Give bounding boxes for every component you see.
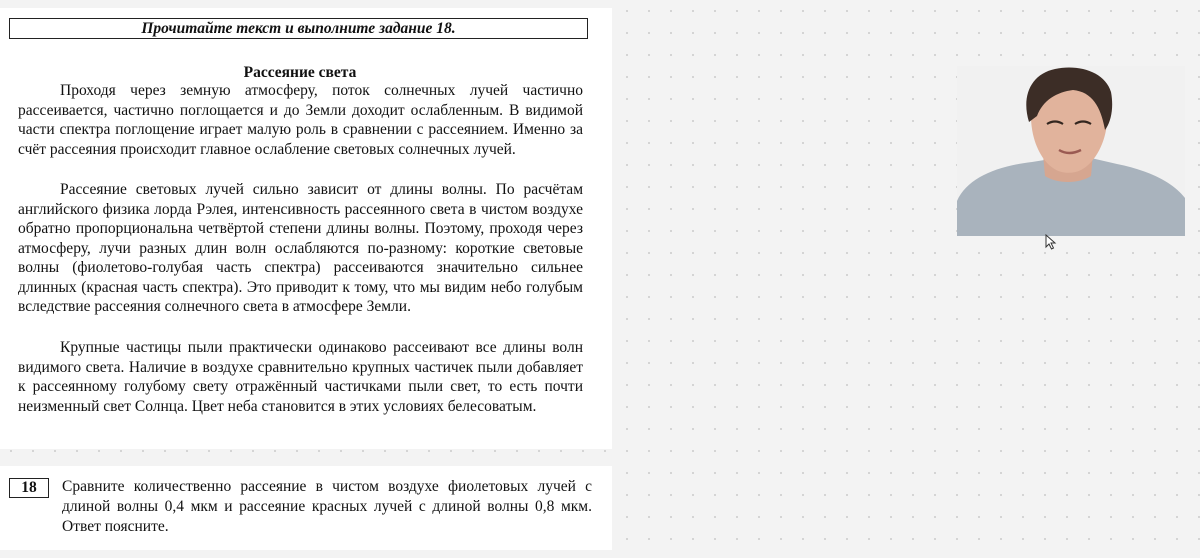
text-sheet (0, 8, 612, 449)
text-title: Рассеяние света (243, 64, 357, 81)
paragraph-3: Крупные частицы пыли практически одинаково рассеивают все длины волн видимого света. Наличие в воздухе сравнительно крупных частичек пыли добавляет к рассеянному голубому свету отражённый частичками пыли свет, то есть почти неизменный свет Солнца. Цвет неба становится в этих условиях белесоватым. (18, 339, 583, 415)
paragraph-1: Проходя через земную атмосферу, поток солнечных лучей частично рассеивается, частично поглощается и до Земли доходит ослабленным. В видимой части спектра поглощение играет малую роль в сравнении с рассеянием. Именно за счёт рассеяния происходит главное ослабление световых солнечных лучей. (18, 82, 583, 158)
task-sheet (0, 466, 612, 550)
arrow-cursor-icon (1045, 234, 1057, 250)
paragraph-2: Рассеяние световых лучей сильно зависит от длины волны. По расчётам английского физика лорда Рэлея, интенсивность рассеянного света в чистом воздухе обратно пропорциональна четвёртой степени длины волны. Поэтому, проходя через атмосферу, лучи разных длин волн ослабляются по-разному: короткие световые волны (фиолетово-голубая часть спектра) рассеиваются значительно сильнее длинных (красная часть спектра). Это приводит к тому, что мы видим небо голубым вследствие рассеяния солнечного света в атмосфере Земли. (18, 181, 583, 315)
webcam-video (957, 66, 1185, 236)
task-question: Сравните количественно рассеяние в чистом воздухе фиолетовых лучей с длиной волны 0,4 мкм и рассеяние красных лучей с длиной волны 0,8 мкм. Ответ поясните. (62, 478, 592, 535)
task-number-box: 18 (9, 478, 49, 498)
person-icon (957, 66, 1185, 236)
instruction-header: Прочитайте текст и выполните задание 18. (9, 18, 588, 39)
